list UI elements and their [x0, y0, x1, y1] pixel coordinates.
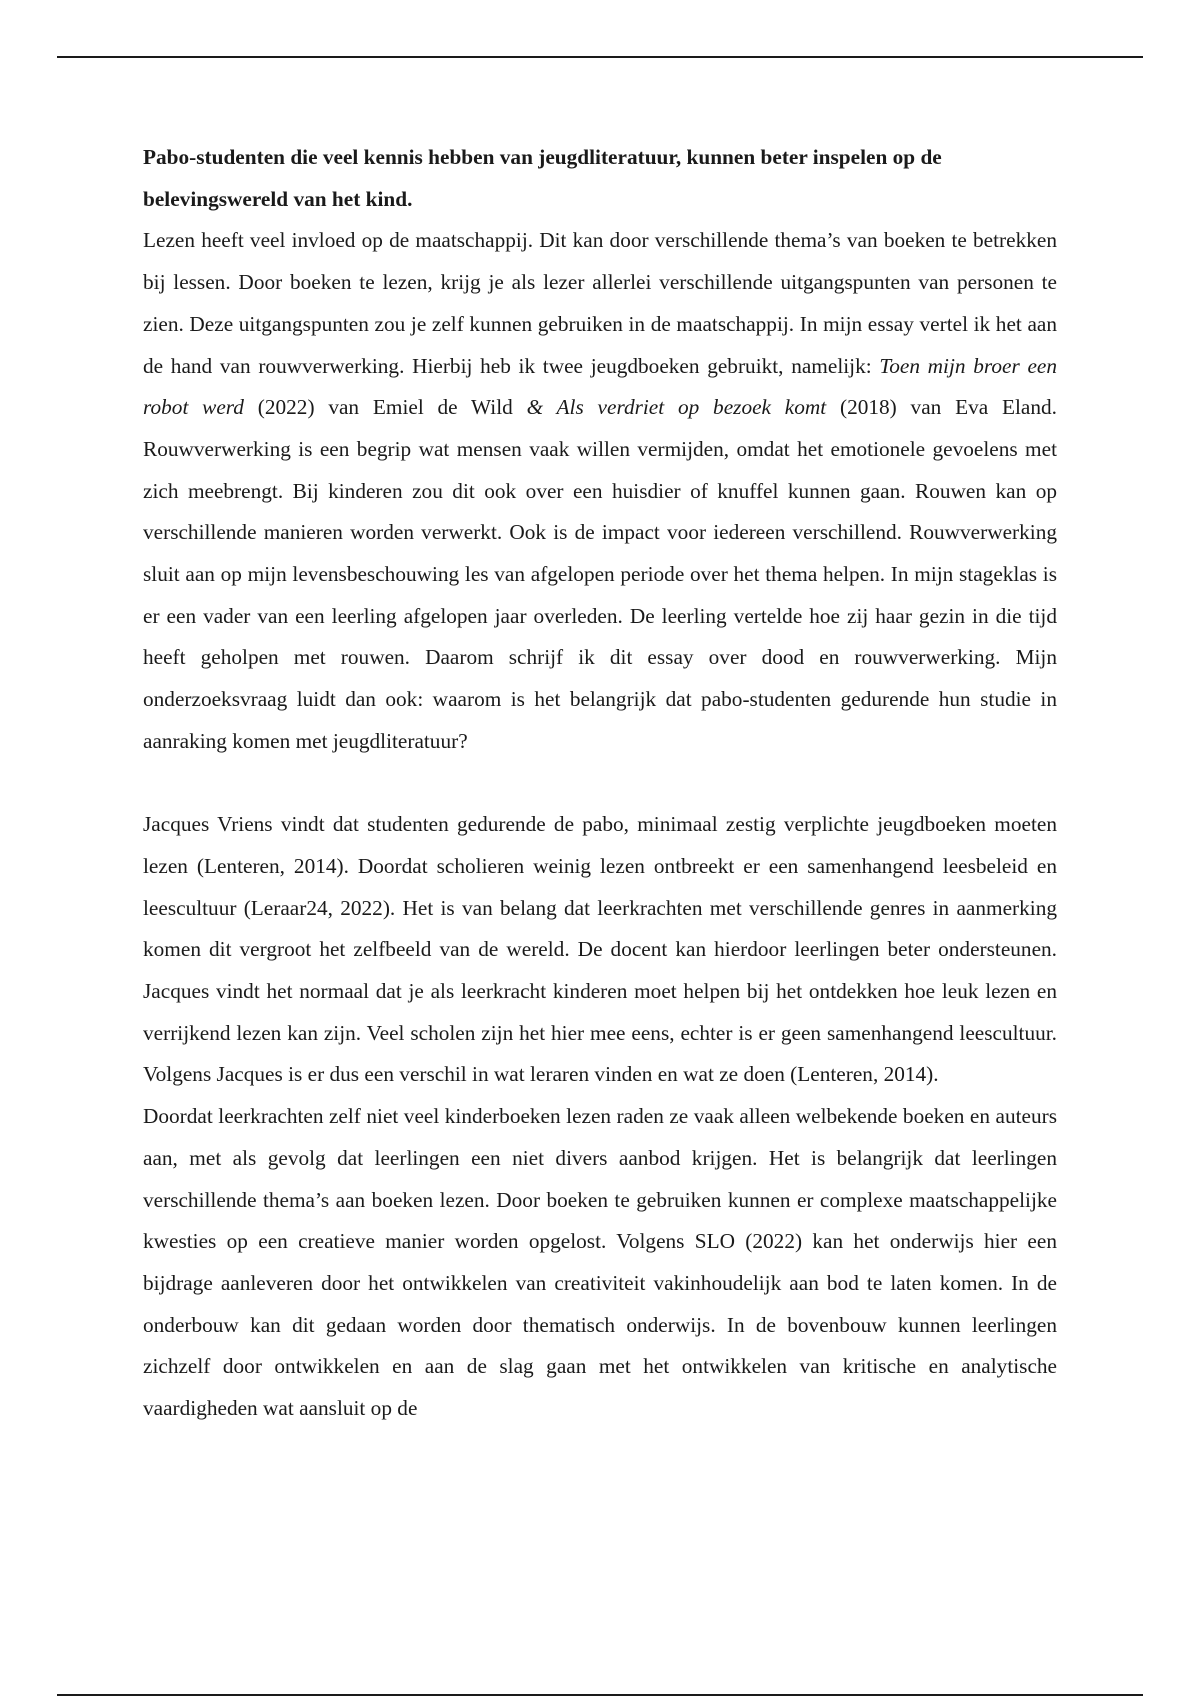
footer-rule	[57, 1694, 1143, 1696]
essay-title: Pabo-studenten die veel kennis hebben van jeugdliteratuur, kunnen beter inspelen op de belevingswereld van het kind.	[143, 145, 942, 211]
book-title-robot: Toen mijn broer een robot werd	[143, 353, 1057, 420]
intro-text-start: Lezen heeft veel invloed op de maatschappij. Dit kan door verschillende thema’s van boeken te betrekken bij lessen. Door boeken te lezen, krijg je als lezer allerlei verschillende uitgangspunten van personen te zien. Deze uitgangspunten zou je zelf kunnen gebruiken in de maatschappij. In mijn essay vertel ik het aan de hand van rouwverwerking. Hierbij heb ik twee jeugdboeken gebruikt, namelijk:	[143, 228, 1057, 378]
intro-paragraph	[143, 220, 1057, 762]
header-rule	[57, 56, 1143, 58]
paragraph-jacques-vriens: Jacques Vriens vindt dat studenten gedurende de pabo, minimaal zestig verplichte jeugdboeken moeten lezen (Lenteren, 2014). Doordat scholieren weinig lezen ontbreekt er een samenhangend leesbeleid en leescultuur (Leraar24, 2022). Het is van belang dat leerkrachten met verschillende genres in aanmerking komen dit vergroot het zelfbeeld van de wereld. De docent kan hierdoor leerlingen beter ondersteunen. Jacques vindt het normaal dat je als leerkracht kinderen moet helpen bij het ontdekken hoe leuk lezen en verrijkend lezen kan zijn. Veel scholen zijn het hier mee eens, echter is er geen samenhangend leescultuur. Volgens Jacques is er dus een verschil in wat leraren vinden en wat ze doen (Lenteren, 2014).	[143, 812, 1057, 1087]
intro-text-end: (2018) van Eva Eland. Rouwverwerking is een begrip wat mensen vaak willen vermijden, omdat het emotionele gevoelens met zich meebrengt. Bij kinderen zou dit ook over een huisdier of knuffel kunnen gaan. Rouwen kan op verschillende manieren worden verwerkt. Ook is de impact voor iedereen verschillend. Rouwverwerking sluit aan op mijn levensbeschouwing les van afgelopen periode over het thema helpen. In mijn stageklas is er een vader van een leerling afgelopen jaar overleden. De leerling vertelde hoe zij haar gezin in die tijd heeft geholpen met rouwen. Daarom schrijf ik dit essay over dood en rouwverwerking. Mijn onderzoeksvraag luidt dan ook: waarom is het belangrijk dat pabo-studenten gedurende hun studie in aanraking komen met jeugdliteratuur?	[143, 395, 1057, 753]
paragraph-kinderboeken: Doordat leerkrachten zelf niet veel kinderboeken lezen raden ze vaak alleen welbekende boeken en auteurs aan, met als gevolg dat leerlingen een niet divers aanbod krijgen. Het is belangrijk dat leerlingen verschillende thema’s aan boeken lezen. Door boeken te gebruiken kunnen er complexe maatschappelijke kwesties op een creatieve manier worden opgelost. Volgens SLO (2022) kan het onderwijs hier een bijdrage aanleveren door het ontwikkelen van creativiteit vakinhoudelijk aan bod te laten komen. In de onderbouw kan dit gedaan worden door thematisch onderwijs. In de bovenbouw kunnen leerlingen zichzelf door ontwikkelen en aan de slag gaan met het ontwikkelen van kritische en analytische vaardigheden wat aansluit op de	[143, 1104, 1057, 1421]
document-body	[143, 137, 1057, 1430]
book-title-verdriet: & Als verdriet op bezoek komt	[526, 395, 827, 420]
intro-text-between: (2022) van Emiel de Wild	[243, 395, 527, 420]
